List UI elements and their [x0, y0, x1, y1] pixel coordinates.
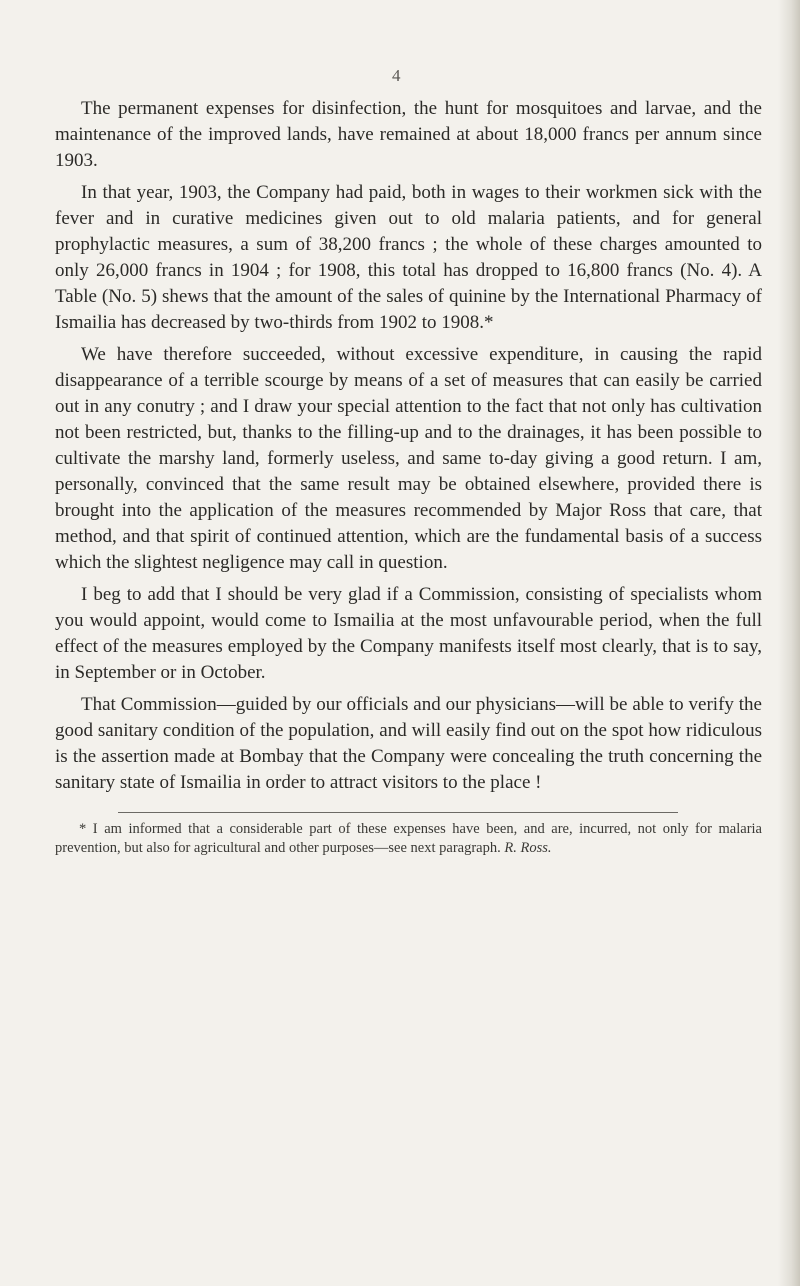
footnote-text: * I am informed that a considerable part of these expenses have been, and are, incurred, not only for malaria prevention, but also for agricultural and other purposes—see next paragraph. [55, 821, 762, 856]
paragraph-charges: In that year, 1903, the Company had paid, both in wages to their workmen sick with the fever and in curative medicines given out to old malaria patients, and for general prophylactic measures, a sum of 38,200 francs ; the whole of these charges amounted to only 26,000 francs in 1904 ; for 1908, this total has dropped to 16,800 francs (No. 4). A Table (No. 5) shews that the amount of the sales of quinine by the International Pharmacy of Ismailia has decreased by two-thirds from 1902 to 1908.* [55, 182, 762, 333]
footnote-signature: R. Ross. [504, 840, 552, 856]
page-edge-shadow [778, 0, 800, 1286]
page-number: 4 [392, 66, 401, 85]
paragraph-commission-verify: That Commission—guided by our officials and our physicians—will be able to verify the good sanitary condition of the population, and will easily find out on the spot how ridiculous is the assertion made at Bombay that the Company were concealing the truth concerning the sanitary state of Ismailia in order to attract visitors to the place ! [55, 694, 762, 793]
paragraph-commission-request: I beg to add that I should be very glad if a Commission, consisting of specialists whom you would appoint, would come to Ismailia at the most unfavourable period, when the full effect of the measures employed by the Company manifests itself most clearly, that is to say, in September or in October. [55, 584, 762, 683]
body-text [55, 96, 762, 802]
paragraph-success: We have therefore succeeded, without excessive expenditure, in causing the rapid disappearance of a terrible scourge by means of a set of measures that can easily be carried out in any conutry ; and I draw your special attention to the fact that not only has cultivation not been restricted, but, thanks to the filling-up and to the drainages, it has been possible to cultivate the marshy land, formerly useless, and same to-day giving a good return. I am, personally, convinced that the same result may be obtained elsewhere, provided there is brought into the application of the measures recommended by Major Ross that care, that method, and that spirit of continued attention, which are the fundamental basis of a success which the slightest negligence may call in question. [55, 344, 762, 573]
paragraph-expenses: The permanent expenses for disinfection, the hunt for mosquitoes and larvae, and the maintenance of the improved lands, have remained at about 18,000 francs per annum since 1903. [55, 98, 762, 171]
footnote-divider [118, 812, 678, 813]
footnote [55, 820, 762, 858]
